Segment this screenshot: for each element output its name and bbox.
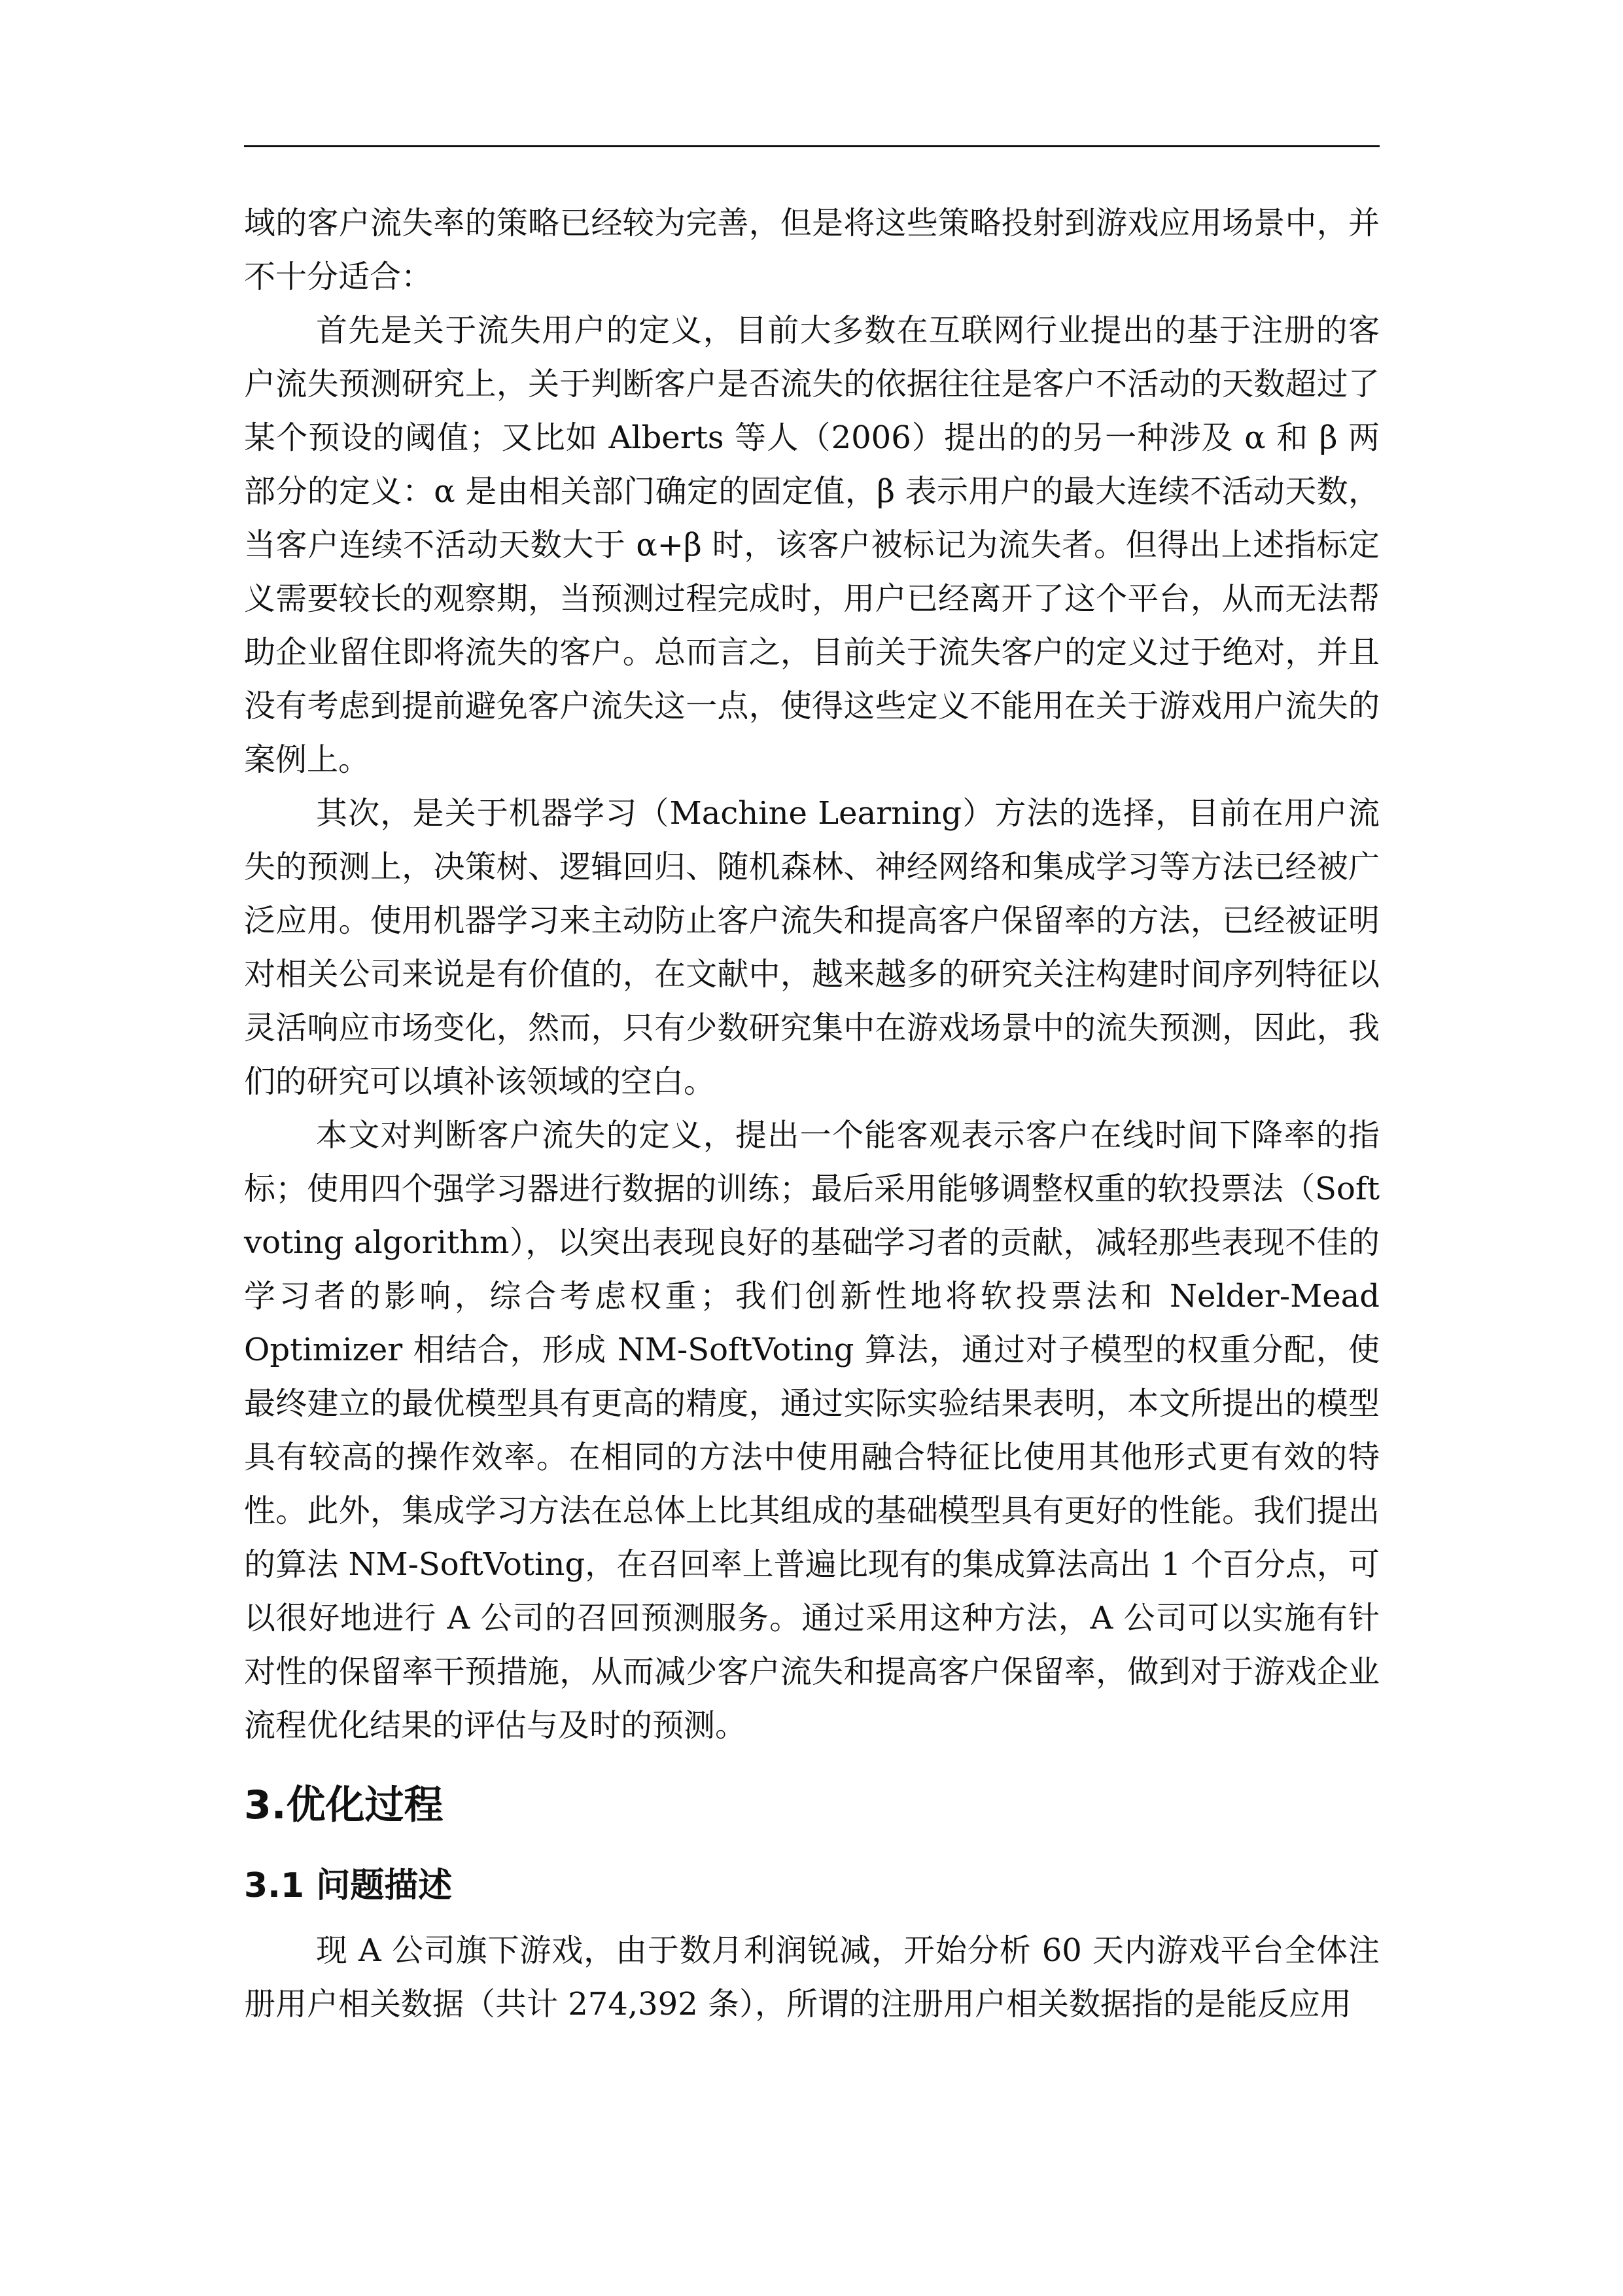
document-body (244, 196, 1380, 2031)
subsection-heading-problem: 3.1 问题描述 (244, 1866, 453, 1905)
paragraph-proposed-method: 本文对判断客户流失的定义，提出一个能客观表示客户在线时间下降率的指标；使用四个强学习器进行数据的训练；最后采用能够调整权重的软投票法（Soft voting algorithm），以突出表现良好的基础学习者的贡献，减轻那些表现不佳的学习者的影响，综合考虑权重；我们创新性地将软投票法和 Nelder-Mead Optimizer 相结合，形成 NM-SoftVoting 算法，通过对子模型的权重分配，使最终建立的最优模型具有更高的精度，通过实际实验结果表明，本文所提出的模型具有较高的操作效率。在相同的方法中使用融合特征比使用其他形式更有效的特性。此外，集成学习方法在总体上比其组成的基础模型具有更好的性能。我们提出的算法 NM-SoftVoting，在召回率上普遍比现有的集成算法高出 1 个百分点，可以很好地进行 A 公司的召回预测服务。通过采用这种方法，A 公司可以实施有针对性的保留率干预措施，从而减少客户流失和提高客户保留率，做到对于游戏企业流程优化结果的评估与及时的预测。 (244, 1117, 1380, 1744)
paragraph-machine-learning: 其次，是关于机器学习（Machine Learning）方法的选择，目前在用户流失的预测上，决策树、逻辑回归、随机森林、神经网络和集成学习等方法已经被广泛应用。使用机器学习来主动防止客户流失和提高客户保留率的方法，已经被证明对相关公司来说是有价值的，在文献中，越来越多的研究关注构建时间序列特征以灵活响应市场变化，然而，只有少数研究集中在游戏场景中的流失预测，因此，我们的研究可以填补该领域的空白。 (244, 795, 1380, 1100)
section-heading-optimization: 3.优化过程 (244, 1782, 444, 1828)
paragraph-continued: 域的客户流失率的策略已经较为完善，但是将这些策略投射到游戏应用场景中，并不十分适合： (244, 205, 1380, 295)
paragraph-churn-definition: 首先是关于流失用户的定义，目前大多数在互联网行业提出的基于注册的客户流失预测研究上，关于判断客户是否流失的依据往往是客户不活动的天数超过了某个预设的阈值；又比如 Alberts 等人（2006）提出的的另一种涉及 α 和 β 两部分的定义：α 是由相关部门确定的固定值，β 表示用户的最大连续不活动天数，当客户连续不活动天数大于 α+β 时，该客户被标记为流失者。但得出上述指标定义需要较长的观察期，当预测过程完成时，用户已经离开了这个平台，从而无法帮助企业留住即将流失的客户。总而言之，目前关于流失客户的定义过于绝对，并且没有考虑到提前避免客户流失这一点，使得这些定义不能用在关于游戏用户流失的案例上。 (244, 312, 1380, 778)
paragraph-problem-description: 现 A 公司旗下游戏，由于数月利润锐减，开始分析 60 天内游戏平台全体注册用户相关数据（共计 274,392 条），所谓的注册用户相关数据指的是能反应用 (244, 1932, 1380, 2022)
header-rule (244, 145, 1380, 147)
